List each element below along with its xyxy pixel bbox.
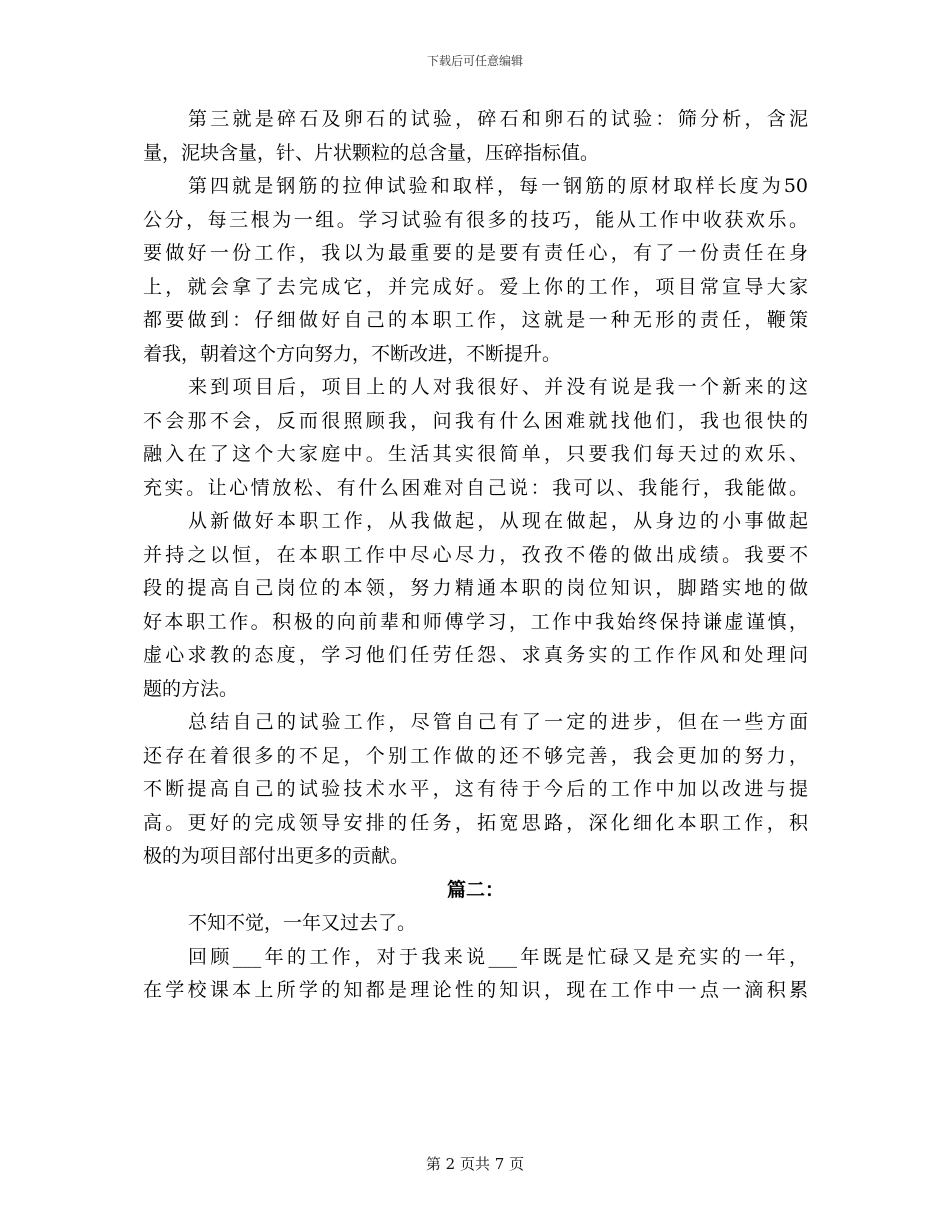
paragraph: [143, 941, 808, 1008]
page-header: 下载后可任意编辑: [426, 54, 523, 68]
text-line: 总结自己的试验工作，尽管自己有了一定的进步，但在一些方面: [188, 711, 808, 733]
text-line: 高。更好的完成领导安排的任务，拓宽思路，深化细化本职工作，积: [143, 811, 808, 834]
text-line: 段的提高自己岗位的本领，努力精通本职的岗位知识，脚踏实地的做: [143, 577, 808, 599]
text-line: 题的方法。: [143, 677, 239, 700]
text-line: 还存在着很多的不足，个别工作做的还不够完善，我会更加的努力，: [143, 744, 808, 767]
text-line: 上，就会拿了去完成它，并完成好。爱上你的工作，项目常宣导大家: [143, 275, 808, 298]
text-line: 回顾___年的工作，对于我来说___年既是忙碌又是充实的一年，: [188, 945, 808, 968]
text-line: 公分，每三根为一组。学习试验有很多的技巧，能从工作中收获欢乐。: [143, 208, 808, 231]
text-line: 极的为项目部付出更多的贡献。: [143, 845, 410, 867]
text-line: 从新做好本职工作，从我做起，从现在做起，从身边的小事做起: [188, 510, 808, 532]
text-line: 融入在了这个大家庭中。生活其实很简单，只要我们每天过的欢乐、: [143, 443, 808, 465]
text-line: 着我，朝着这个方向努力，不断改进，不断提升。: [143, 342, 562, 365]
text-line: 好本职工作。积极的向前辈和师傅学习，工作中我始终保持谦虚谨慎，: [143, 610, 808, 633]
text-line: 不断提高自己的试验技术水平，这有待于今后的工作中加以改进与提: [143, 778, 808, 800]
text-line: 虚心求教的态度，学习他们任劳任怨、求真务实的工作作风和处理问: [143, 644, 808, 666]
section-heading: 篇二：: [446, 878, 504, 901]
paragraph: [143, 706, 808, 874]
paragraph: [143, 170, 808, 371]
text-line: 来到项目后，项目上的人对我很好、并没有说是我一个新来的这: [188, 376, 808, 398]
text-line: 要做好一份工作，我以为最重要的是要有责任心，有了一份责任在身: [143, 242, 808, 264]
text-line: 并持之以恒，在本职工作中尽心尽力，孜孜不倦的做出成绩。我要不: [143, 543, 808, 566]
text-line: 不会那不会，反而很照顾我，问我有什么困难就找他们，我也很快的: [143, 409, 808, 432]
text-line: 都要做到：仔细做好自己的本职工作，这就是一种无形的责任，鞭策: [143, 309, 808, 331]
paragraph: [143, 103, 808, 170]
text-line: 不知不觉，一年又过去了。: [188, 912, 417, 934]
document-body: [143, 103, 808, 1008]
text-line: 第四就是钢筋的拉伸试验和取样，每一钢筋的原材取样长度为50: [188, 175, 808, 197]
text-line: 充实。让心情放松、有什么困难对自己说：我可以、我能行，我能做。: [143, 476, 808, 499]
paragraph: [143, 371, 808, 505]
page-footer: 第 2 页共 7 页: [425, 1155, 525, 1173]
paragraph: [143, 907, 808, 941]
paragraph: [143, 505, 808, 706]
text-line: 在学校课本上所学的知都是理论性的知识，现在工作中一点一滴积累: [143, 979, 808, 1001]
text-line: 量，泥块含量，针、片状颗粒的总含量，压碎指标值。: [143, 141, 600, 164]
text-line: 第三就是碎石及卵石的试验，碎石和卵石的试验：筛分析，含泥: [188, 108, 808, 130]
